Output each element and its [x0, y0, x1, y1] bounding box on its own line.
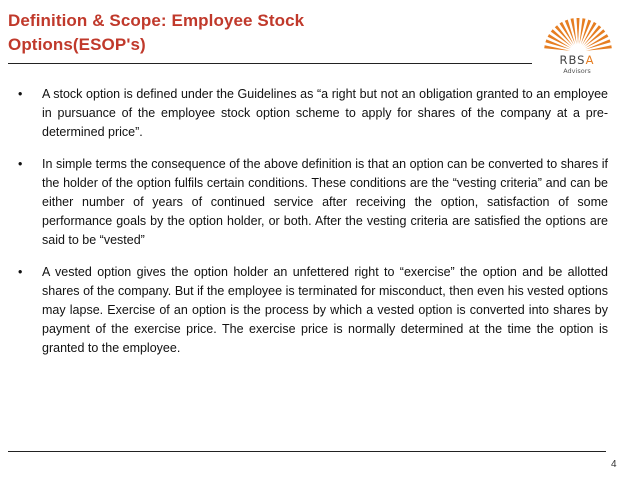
- bullet-item: [0, 263, 638, 358]
- logo-ray: [577, 18, 580, 44]
- bullet-marker: •: [18, 265, 23, 279]
- logo-subtitle: Advisors: [563, 67, 591, 75]
- slide-title: [8, 9, 368, 57]
- title-divider: [8, 63, 532, 64]
- bullet-item: [0, 155, 638, 250]
- logo-name: RBSA: [559, 53, 595, 67]
- bullet-marker: •: [18, 157, 23, 171]
- bullet-text: A stock option is defined under the Guidelines as “a right but not an obligation granted to an employee in pursuance of the employee stock option scheme to apply for shares of the company at a pre-determined price”.: [42, 87, 608, 139]
- bullet-marker: •: [18, 87, 23, 101]
- footer-divider: [8, 451, 606, 452]
- bullet-text: A vested option gives the option holder an unfettered right to “exercise” the option and be allotted shares of the company. But if the employee is terminated for misconduct, then even his vested options may lapse. Exercise of an option is the process by which a vested option is converted into shares by payment of the exercise price. The exercise price is normally determined at the time the option is granted to the employee.: [42, 265, 608, 355]
- bullet-text: In simple terms the consequence of the above definition is that an option can be converted to shares if the holder of the option fulfils certain conditions. These conditions are the “vesting criteria” and can be either number of years of continued service after receiving the option, satisfaction of some performance goals by the option holder, or both. After the vesting criteria are satisfied the options are said to be “vested”: [42, 157, 608, 247]
- slide-title-line-1: Definition & Scope: Employee Stock: [8, 11, 305, 30]
- bullet-item: [0, 85, 638, 142]
- bullet-list: [0, 85, 638, 371]
- rbsa-logo: [538, 8, 618, 74]
- sunburst-logo-icon: [538, 8, 618, 54]
- page-number: 4: [611, 459, 617, 470]
- slide-title-line-2: Options(ESOP's): [8, 35, 146, 54]
